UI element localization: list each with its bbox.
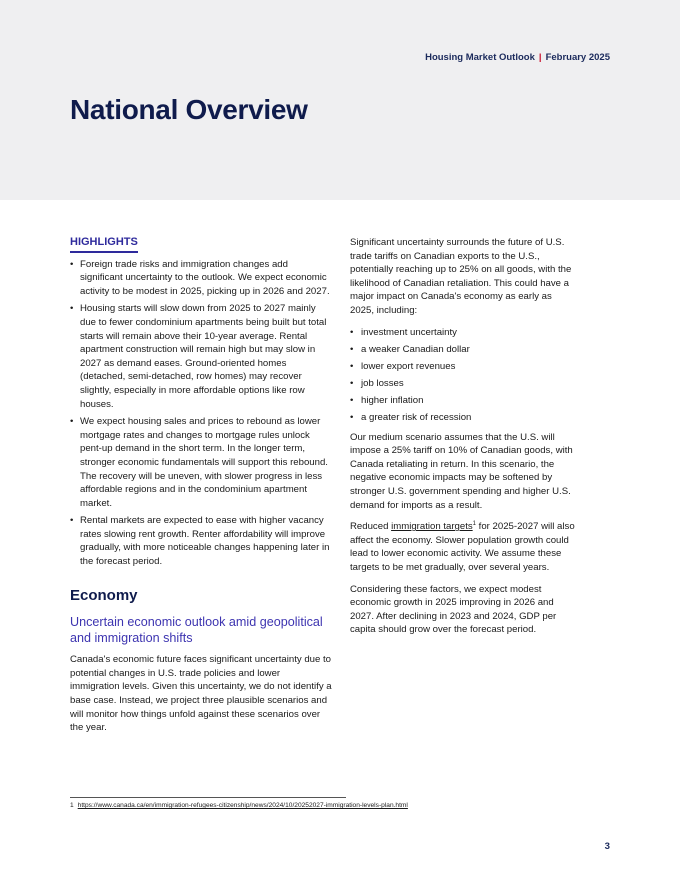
impact-text: lower export revenues bbox=[361, 360, 456, 372]
highlight-item bbox=[70, 514, 332, 568]
bullet: • bbox=[350, 343, 354, 355]
footnote bbox=[70, 802, 408, 809]
header-separator: | bbox=[538, 52, 542, 63]
publication-date: February 2025 bbox=[545, 52, 610, 63]
highlight-text: We expect housing sales and prices to rebound as lower mortgage rates and changes to mortgage rules unlock pent-up demand in the short term. In the longer term, stronger economic fundamentals will support this rebound. The recovery will be uneven, with slower progress in less affordable regions and in the condominium apartment market. bbox=[80, 416, 328, 509]
left-column bbox=[70, 236, 332, 743]
bullet: • bbox=[70, 515, 74, 527]
footnote-number: 1 bbox=[70, 802, 74, 809]
immigration-text-end: for 2025-2027 will also affect the economy. Slower population growth could lead to lower economic activity. We assume these targets to be met gradually, over several years. bbox=[350, 521, 575, 573]
highlight-item bbox=[70, 415, 332, 510]
highlight-text: Housing starts will slow down from 2025 to 2027 mainly due to fewer condominium apartments being built but total starts will remain above their 10-year average. Rental apartment construction will remain high but may slow in 2027 as demand eases. Ground-oriented homes (detached, semi-detached, row homes) may recover slightly, especially in more affordable options like row houses. bbox=[80, 303, 327, 410]
bullet: • bbox=[70, 258, 74, 270]
tariff-intro-paragraph: Significant uncertainty surrounds the future of U.S. trade tariffs on Canadian exports to the U.S., potentially reaching up to 25% on all goods, with the likelihood of Canadian retaliation. This could have a major impact on Canada's economy as early as 2025, including: bbox=[350, 237, 572, 316]
highlights-list bbox=[70, 258, 332, 569]
impact-text: a greater risk of recession bbox=[361, 412, 472, 424]
impact-item bbox=[350, 343, 576, 357]
running-head bbox=[425, 52, 610, 63]
conclusion-paragraph: Considering these factors, we expect modest economic growth in 2025 improving in 2026 and 2027. After declining in 2023 and 2024, GDP per capita should grow over the forecast period. bbox=[350, 583, 557, 636]
economy-paragraph: Canada's economic future faces significant uncertainty due to potential changes in U.S. trade policies and lower immigration levels. Given this uncertainty, we do not identify a base case. Instead, we project three plausible scenarios and will monitor how things unfold against these scenarios over the year. bbox=[70, 654, 332, 734]
right-column bbox=[350, 236, 576, 645]
publication-name: Housing Market Outlook bbox=[425, 52, 535, 63]
page-title: National Overview bbox=[70, 94, 308, 125]
highlight-text: Foreign trade risks and immigration changes add significant uncertainty to the outlook. We expect economic activity to be modest in 2025, picking up in 2026 and 2027. bbox=[80, 258, 330, 297]
bullet: • bbox=[70, 416, 74, 428]
impacts-list bbox=[350, 326, 576, 425]
immigration-text-start: Reduced bbox=[350, 521, 392, 533]
bullet: • bbox=[350, 377, 354, 389]
impact-text: job losses bbox=[361, 377, 404, 389]
footnote-divider bbox=[70, 797, 346, 798]
bullet: • bbox=[350, 360, 354, 372]
economy-subheading: Uncertain economic outlook amid geopolitical and immigration shifts bbox=[70, 615, 323, 646]
impact-item bbox=[350, 377, 576, 391]
immigration-targets-link[interactable]: immigration targets bbox=[391, 521, 473, 533]
bullet: • bbox=[350, 394, 354, 406]
impact-item bbox=[350, 326, 576, 340]
footnote-url-link[interactable]: https://www.canada.ca/en/immigration-refugees-citizenship/news/2024/10/20252027-immigration-levels-plan.html bbox=[77, 802, 408, 809]
bullet: • bbox=[350, 412, 354, 424]
impact-item bbox=[350, 360, 576, 374]
impact-text: a weaker Canadian dollar bbox=[361, 343, 470, 355]
page-number: 3 bbox=[604, 841, 610, 852]
impact-text: investment uncertainty bbox=[361, 326, 457, 338]
highlight-text: Rental markets are expected to ease with higher vacancy rates slowing rent growth. Renter affordability will improve gradually, with more noticeable changes happening later in the forecast period. bbox=[80, 515, 330, 568]
economy-heading: Economy bbox=[70, 586, 138, 604]
scenario-paragraph: Our medium scenario assumes that the U.S. will impose a 25% tariff on 10% of Canadian goods, with Canada retaliating in return. In this scenario, the negative economic impacts may be softened by stronger U.S. government spending and higher U.S. demand for imports as a result. bbox=[350, 431, 573, 511]
highlight-item bbox=[70, 258, 332, 299]
impact-item bbox=[350, 394, 576, 408]
highlight-item bbox=[70, 302, 332, 411]
bullet: • bbox=[70, 303, 74, 315]
impact-text: higher inflation bbox=[361, 394, 424, 406]
immigration-paragraph bbox=[350, 520, 576, 574]
footnote-reference: 1 bbox=[472, 521, 476, 527]
bullet: • bbox=[350, 326, 354, 338]
highlights-heading: HIGHLIGHTS bbox=[70, 236, 138, 253]
impact-item bbox=[350, 411, 576, 425]
